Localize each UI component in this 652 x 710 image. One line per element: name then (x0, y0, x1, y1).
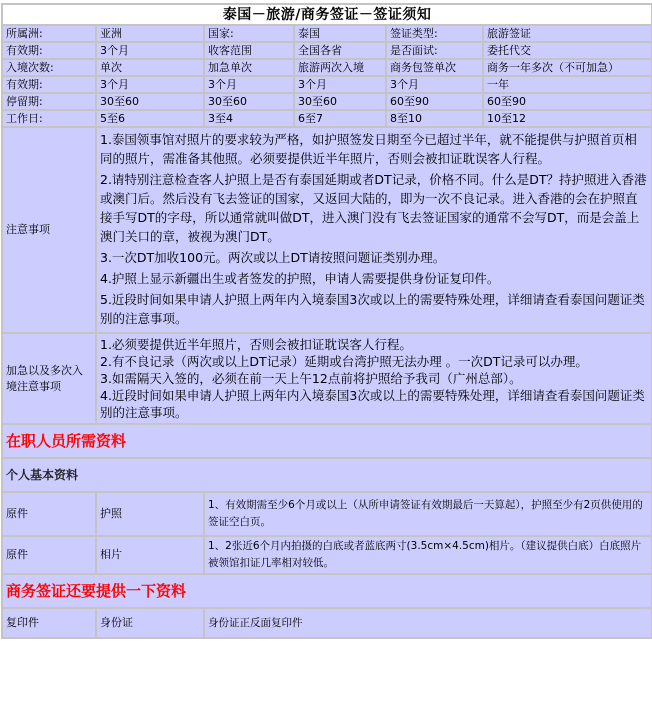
cell: 30至60 (204, 93, 294, 110)
cell: 3至4 (204, 110, 294, 127)
cell: 60至90 (386, 93, 483, 110)
doc-type: 原件 (2, 536, 96, 574)
note-item: 5.近段时间如果申请人护照上两年内入境泰国3次或以上的需要特殊处理，详细请查看泰国问题证类别的注意事项。 (100, 292, 645, 326)
personal-info-subheading: 个人基本资料 (2, 458, 652, 492)
info-row-region (2, 25, 652, 42)
value-visa-type: 旅游签证 (483, 25, 652, 42)
note-item: 2.有不良记录（两次或以上DT记录）延期或台湾护照无法办理 。一次DT记录可以办理。 (100, 354, 588, 369)
doc-desc: 1、2张近6个月内拍摄的白底或者蓝底两寸(3.5cm×4.5cm)相片。（建议提供白底）白底照片被领馆扣证几率相对较低。 (204, 536, 652, 574)
value-validity: 3个月 (96, 42, 204, 59)
cell: 3个月 (386, 76, 483, 93)
cell: 一年 (483, 76, 652, 93)
doc-item: 身份证 (96, 608, 204, 638)
info-row-validity-by-type (2, 76, 652, 93)
cell: 60至90 (483, 93, 652, 110)
cell: 30至60 (294, 93, 386, 110)
label-workdays: 工作日: (2, 110, 96, 127)
label-region: 所属洲: (2, 25, 96, 42)
info-row-workdays (2, 110, 652, 127)
cell: 10至12 (483, 110, 652, 127)
business-section-heading: 商务签证还要提供一下资料 (2, 574, 652, 608)
note-item: 3.如需隔天入签的，必须在前一天上午12点前将护照给予我司（广州总部）。 (100, 371, 522, 386)
urgent-notes-label: 加急以及多次入境注意事项 (2, 333, 96, 424)
cell: 3个月 (294, 76, 386, 93)
label-validity: 有效期: (2, 42, 96, 59)
note-item: 4.护照上显示新疆出生或者签发的护照，申请人需要提供身份证复印件。 (100, 271, 500, 286)
cell: 6至7 (294, 110, 386, 127)
doc-desc: 1、有效期需至少6个月或以上（从所申请签证有效期最后一天算起），护照至少有2页供使用的签证空白页。 (204, 492, 652, 536)
option-single: 单次 (96, 59, 204, 76)
cell: 8至10 (386, 110, 483, 127)
doc-row-photo (2, 536, 652, 574)
label-validity-2: 有效期: (2, 76, 96, 93)
doc-item: 护照 (96, 492, 204, 536)
note-item: 2.请特别注意检查客人护照上是否有泰国延期或者DT记录，价格不同。什么是DT？持护照进入香港或澳门后。然后没有飞去签证的国家，又返回大陆的，即为一次不良记录。进入香港的会在护照直接手写DT的字母，所以通常就叫做DT，进入澳门没有飞去签证国家的通常不会写DT，而是会盖上澳门关口的章，被视为澳门DT。 (100, 172, 647, 244)
label-interview: 是否面试: (386, 42, 483, 59)
label-scope: 收客范围 (204, 42, 294, 59)
visa-info-table (1, 3, 652, 639)
value-country: 泰国 (294, 25, 386, 42)
urgent-notes-row (2, 333, 652, 424)
info-row-entries (2, 59, 652, 76)
doc-type: 原件 (2, 492, 96, 536)
label-country: 国家: (204, 25, 294, 42)
note-item: 3.一次DT加收100元。两次或以上DT请按照问题证类别办理。 (100, 250, 446, 265)
doc-item: 相片 (96, 536, 204, 574)
note-item: 1.泰国领事馆对照片的要求较为严格，如护照签发日期至今已超过半年，就不能提供与护照首页相同的照片，需准备其他照。必须要提供近半年照片，否则会被扣证耽误客人行程。 (100, 132, 637, 166)
label-stay: 停留期: (2, 93, 96, 110)
doc-desc: 身份证正反面复印件 (204, 608, 652, 638)
cell: 3个月 (96, 76, 204, 93)
label-visa-type: 签证类型: (386, 25, 483, 42)
urgent-notes-content (96, 333, 652, 424)
note-item: 1.必须要提供近半年照片，否则会被扣证耽误客人行程。 (100, 337, 412, 352)
value-scope: 全国各省 (294, 42, 386, 59)
notes-label: 注意事项 (2, 127, 96, 333)
option-urgent-single: 加急单次 (204, 59, 294, 76)
notes-row (2, 127, 652, 333)
value-region: 亚洲 (96, 25, 204, 42)
option-double-entry: 旅游两次入境 (294, 59, 386, 76)
employed-section-heading: 在职人员所需资料 (2, 424, 652, 458)
label-entries: 入境次数: (2, 59, 96, 76)
value-interview: 委托代交 (483, 42, 652, 59)
cell: 30至60 (96, 93, 204, 110)
notes-content (96, 127, 652, 333)
option-business-multi: 商务一年多次（不可加急） (483, 59, 652, 76)
doc-row-id-card (2, 608, 652, 638)
note-item: 4.近段时间如果申请人护照上两年内入境泰国3次或以上的需要特殊处理，详细请查看泰国问题证类别的注意事项。 (100, 388, 645, 420)
info-row-validity (2, 42, 652, 59)
page-title: 泰国－旅游/商务签证－签证须知 (2, 4, 652, 25)
cell: 3个月 (204, 76, 294, 93)
option-business-single: 商务包签单次 (386, 59, 483, 76)
doc-row-passport (2, 492, 652, 536)
info-row-stay (2, 93, 652, 110)
cell: 5至6 (96, 110, 204, 127)
doc-type: 复印件 (2, 608, 96, 638)
